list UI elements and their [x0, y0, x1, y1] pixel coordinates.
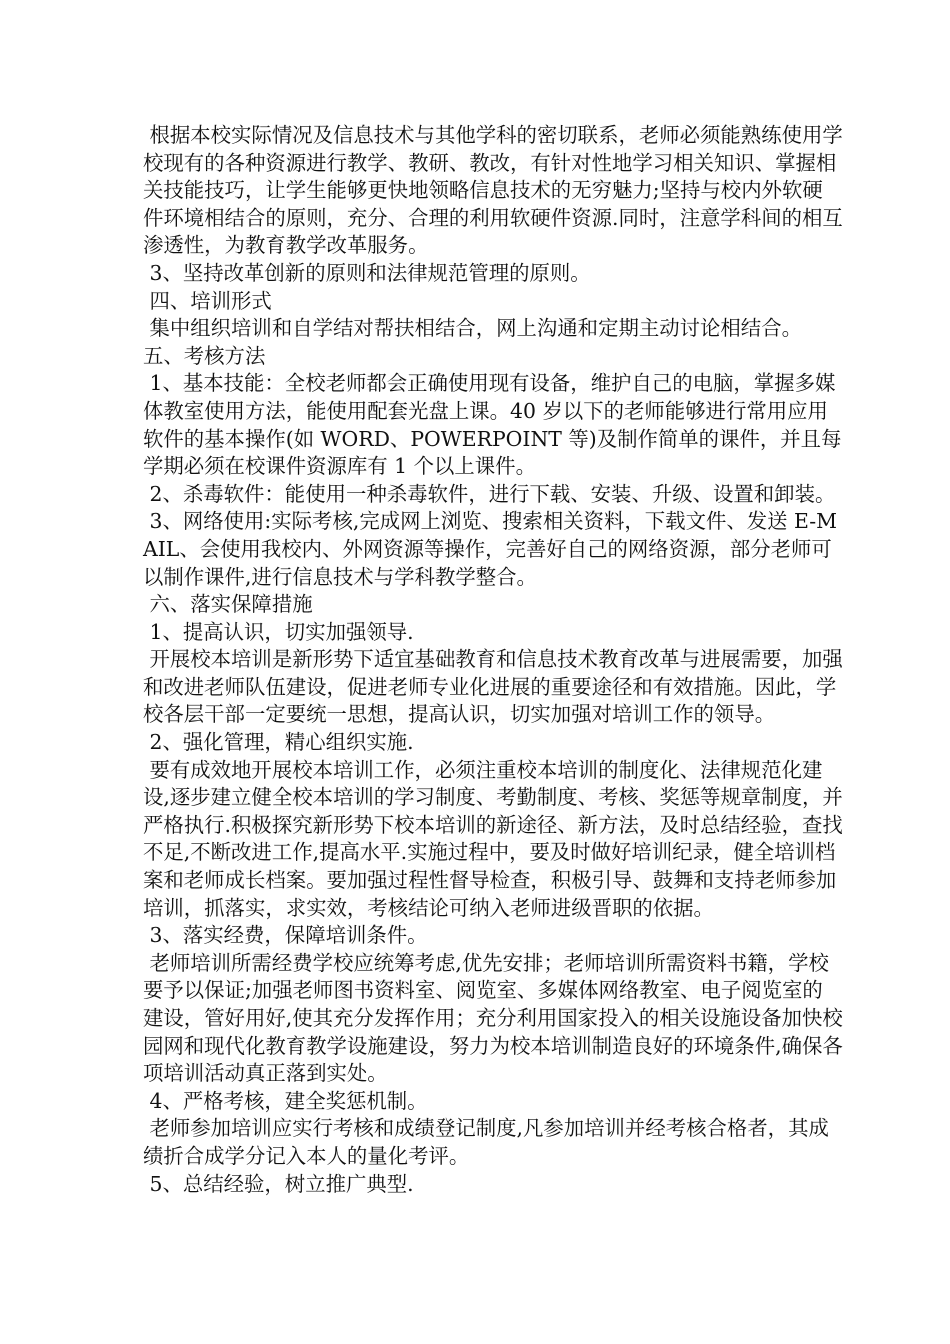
- paragraph-reform-principle: 3、坚持改革创新的原则和法律规范管理的原则。: [143, 260, 591, 285]
- paragraph-training-format: 集中组织培训和自学结对帮扶相结合，网上沟通和定期主动讨论相结合。: [143, 316, 802, 341]
- paragraph-leadership: 开展校本培训是新形势下适宜基础教育和信息技术教育改革与进展需要，加强和改进老师队伍建设，促进老师专业化进展的重要途径和有效措施。因此，学校各层干部一定要统一思想，提高认识，切实加强对培训工作的领导。: [143, 647, 843, 727]
- subheading-funding: 3、落实经费，保障培训条件。: [143, 923, 428, 948]
- document-body: [143, 122, 843, 1198]
- paragraph-integration-principle: 根据本校实际情况及信息技术与其他学科的密切联系，老师必须能熟练使用学校现有的各种资源进行教学、教研、教改，有针对性地学习相关知识、掌握相关技能技巧，让学生能够更快地领略信息技术的无穷魅力;坚持与校内外软硬件环境相结合的原则，充分、合理的利用软硬件资源.同时，注意学科间的相互渗透性，为教育教学改革服务。: [143, 123, 843, 258]
- subheading-summary: 5、总结经验，树立推广典型.: [143, 1171, 414, 1196]
- heading-guarantee-measures: 六、落实保障措施: [143, 592, 313, 617]
- heading-assessment-method: 五、考核方法: [143, 343, 266, 368]
- subheading-assessment: 4、严格考核，建全奖惩机制。: [143, 1088, 428, 1113]
- paragraph-antivirus: 2、杀毒软件：能使用一种杀毒软件，进行下载、安装、升级、设置和卸装。: [143, 481, 836, 506]
- paragraph-assessment: 老师参加培训应实行考核和成绩登记制度,凡参加培训并经考核合格者，其成绩折合成学分记入本人的量化考评。: [143, 1116, 829, 1168]
- subheading-management: 2、强化管理，精心组织实施.: [143, 730, 414, 755]
- paragraph-network-use: 3、网络使用:实际考核,完成网上浏览、搜索相关资料，下载文件、发送 E-MAIL、会使用我校内、外网资源等操作，完善好自己的网络资源，部分老师可以制作课件,进行信息技术与学科教学整合。: [143, 509, 838, 589]
- paragraph-basic-skills: 1、基本技能：全校老师都会正确使用现有设备，维护自己的电脑，掌握多媒体教室使用方法，能使用配套光盘上课。40 岁以下的老师能够进行常用应用软件的基本操作(如 WORD、POWERPOINT 等)及制作简单的课件，并且每学期必须在校课件资源库有 1 个以上课件。: [143, 371, 842, 479]
- heading-training-format: 四、培训形式: [143, 288, 272, 313]
- paragraph-funding: 老师培训所需经费学校应统筹考虑,优先安排；老师培训所需资料书籍，学校要予以保证;加强老师图书资料室、阅览室、多媒体网络教室、电子阅览室的建设，管好用好,使其充分发挥作用；充分利用国家投入的相关设施设备加快校园网和现代化教育教学设施建设，努力为校本培训制造良好的环境条件,确保各项培训活动真正落到实处。: [143, 950, 843, 1086]
- paragraph-management: 要有成效地开展校本培训工作，必须注重校本培训的制度化、法律规范化建设,逐步建立健全校本培训的学习制度、考勤制度、考核、奖惩等规章制度，并严格执行.积极探究新形势下校本培训的新途径、新方法，及时总结经验，查找不足,不断改进工作,提高水平.实施过程中，要及时做好培训纪录，健全培训档案和老师成长档案。要加强过程性督导检查，积极引导、鼓舞和支持老师参加培训，抓落实，求实效，考核结论可纳入老师进级晋职的依据。: [143, 757, 843, 920]
- subheading-leadership: 1、提高认识，切实加强领导.: [143, 619, 414, 644]
